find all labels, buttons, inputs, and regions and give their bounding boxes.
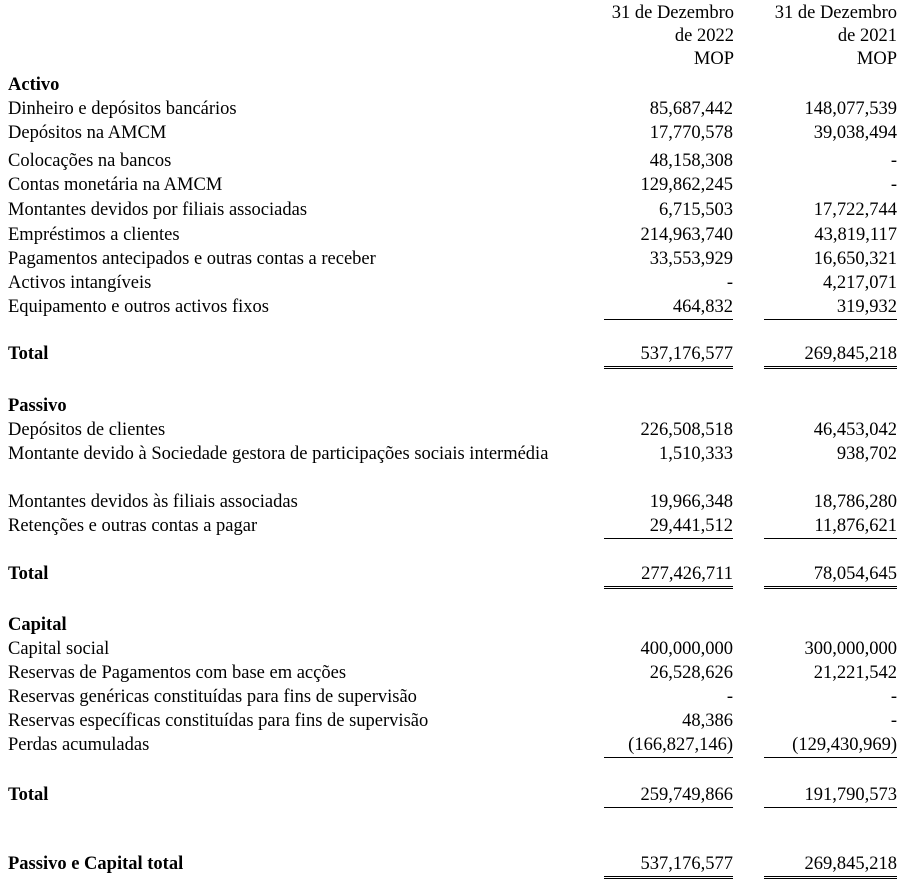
table-row	[0, 491, 905, 514]
table-row	[0, 199, 905, 222]
row-label: Contas monetária na AMCM	[8, 175, 223, 195]
total-row-passivo	[0, 563, 905, 586]
value-2021: -	[890, 151, 897, 171]
value-2021: 319,932	[764, 296, 897, 320]
value-2022: 226,508,518	[640, 420, 733, 440]
table-row	[0, 686, 905, 709]
value-2022: 1,510,333	[659, 444, 733, 464]
value-2021: 938,702	[836, 444, 897, 464]
table-row	[0, 248, 905, 271]
total-value-2022: 537,176,577	[604, 343, 733, 369]
value-2021: (129,430,969)	[764, 734, 897, 758]
grand-total-row	[0, 853, 905, 876]
value-2021: 11,876,621	[764, 515, 897, 539]
value-2021: 39,038,494	[813, 123, 897, 143]
column-header-2021-currency: MOP	[856, 49, 897, 69]
column-header-2021-line1: 31 de Dezembro	[774, 3, 897, 23]
total-value-2021: 78,054,645	[764, 563, 897, 589]
value-2021: 16,650,321	[813, 249, 897, 269]
row-label: Colocações na bancos	[8, 151, 172, 171]
value-2022: 464,832	[604, 296, 733, 320]
grand-total-value-2022: 537,176,577	[604, 853, 733, 879]
row-label: Empréstimos a clientes	[8, 225, 180, 245]
row-label: Retenções e outras contas a pagar	[8, 516, 258, 536]
value-2022: 26,528,626	[649, 663, 733, 683]
value-2021: 43,819,117	[814, 225, 897, 245]
row-label: Pagamentos antecipados e outras contas a receber	[8, 249, 376, 269]
column-header-2022-line2: de 2022	[674, 26, 734, 46]
value-2021: 18,786,280	[813, 492, 897, 512]
value-2022: 400,000,000	[640, 639, 733, 659]
value-2022: 29,441,512	[604, 515, 733, 539]
row-label: Depósitos de clientes	[8, 420, 166, 440]
total-row-capital	[0, 784, 905, 807]
value-2021: -	[890, 687, 897, 707]
value-2022: 85,687,442	[649, 99, 733, 119]
row-label: Depósitos na AMCM	[8, 123, 167, 143]
table-row	[0, 98, 905, 121]
column-header-2022	[600, 2, 734, 71]
value-2022: 129,862,245	[640, 175, 733, 195]
section-title: Capital	[8, 615, 67, 635]
row-label: Dinheiro e depósitos bancários	[8, 99, 237, 119]
table-row	[0, 662, 905, 685]
total-label: Total	[8, 564, 49, 584]
table-row	[0, 272, 905, 295]
row-label: Capital social	[8, 639, 110, 659]
column-header-2021-line2: de 2021	[837, 26, 897, 46]
grand-total-label: Passivo e Capital total	[8, 854, 184, 874]
table-row	[0, 174, 905, 197]
row-label: Reservas genéricas constituídas para fins de supervisão	[8, 687, 417, 707]
value-2022: 19,966,348	[649, 492, 733, 512]
row-label: Reservas de Pagamentos com base em acções	[8, 663, 347, 683]
table-row	[0, 734, 905, 757]
value-2022: 48,386	[682, 711, 733, 731]
section-heading-passivo	[0, 395, 905, 418]
table-row	[0, 122, 905, 145]
value-2022: 214,963,740	[640, 225, 733, 245]
section-title: Passivo	[8, 396, 67, 416]
row-label: Activos intangíveis	[8, 273, 152, 293]
total-value-2021: 191,790,573	[764, 784, 897, 808]
value-2021: 46,453,042	[813, 420, 897, 440]
value-2021: 300,000,000	[804, 639, 897, 659]
value-2021: 17,722,744	[813, 200, 897, 220]
table-row	[0, 443, 905, 489]
value-2021: 4,217,071	[823, 273, 897, 293]
value-2022: 33,553,929	[649, 249, 733, 269]
row-label: Equipamento e outros activos fixos	[8, 297, 270, 317]
table-row	[0, 150, 905, 173]
total-value-2021: 269,845,218	[764, 343, 897, 369]
table-row	[0, 419, 905, 442]
value-2022: -	[726, 273, 733, 293]
table-row	[0, 515, 905, 538]
total-value-2022: 259,749,866	[604, 784, 733, 808]
column-header-2021	[760, 2, 897, 71]
row-label: Montantes devidos às filiais associadas	[8, 492, 298, 512]
section-title: Activo	[8, 75, 60, 95]
value-2022: 17,770,578	[649, 123, 733, 143]
row-label: Montantes devidos por filiais associadas	[8, 200, 308, 220]
value-2022: 6,715,503	[659, 200, 733, 220]
value-2021: 148,077,539	[804, 99, 897, 119]
row-label: Montante devido à Sociedade gestora de participações sociais intermédia	[8, 444, 549, 464]
value-2021: -	[890, 711, 897, 731]
row-label: Reservas específicas constituídas para fins de supervisão	[8, 711, 429, 731]
table-row	[0, 224, 905, 247]
value-2021: -	[890, 175, 897, 195]
table-row	[0, 710, 905, 733]
value-2022: 48,158,308	[649, 151, 733, 171]
grand-total-value-2021: 269,845,218	[764, 853, 897, 879]
table-row	[0, 638, 905, 661]
row-label: Perdas acumuladas	[8, 735, 150, 755]
value-2022: (166,827,146)	[604, 734, 733, 758]
total-label: Total	[8, 785, 49, 805]
column-header-2022-line1: 31 de Dezembro	[611, 3, 734, 23]
value-2021: 21,221,542	[813, 663, 897, 683]
total-label: Total	[8, 344, 49, 364]
total-row-activo	[0, 343, 905, 366]
section-heading-activo	[0, 74, 905, 97]
table-row	[0, 296, 905, 319]
column-header-2022-currency: MOP	[693, 49, 734, 69]
section-heading-capital	[0, 614, 905, 637]
total-value-2022: 277,426,711	[604, 563, 733, 589]
value-2022: -	[726, 687, 733, 707]
